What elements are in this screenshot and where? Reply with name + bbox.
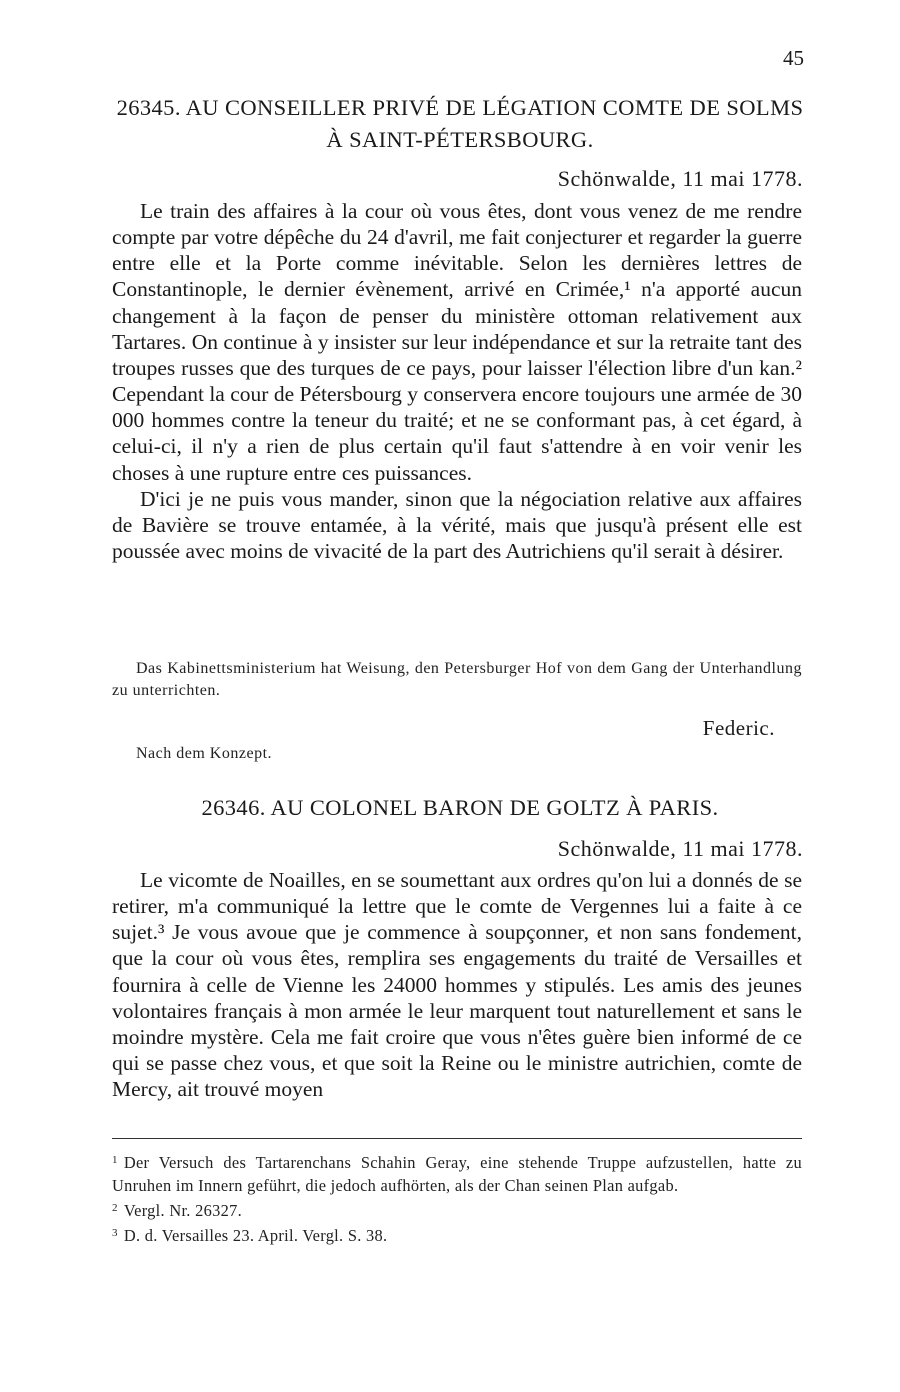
signature: Federic.	[702, 716, 775, 740]
editorial-note	[112, 658, 802, 702]
page-number: 45	[783, 46, 804, 70]
footnote-text: Der Versuch des Tartarenchans Schahin Geray, eine stehende Truppe aufzustellen, hatte zu Unruhen im Innern geführt, die jedoch aufhörten, als der Chan seinen Plan aufgab.	[112, 1153, 802, 1195]
source-note: Nach dem Konzept.	[136, 745, 273, 762]
letter2-body	[112, 867, 802, 1102]
letter1-dateline: Schönwalde, 11 mai 1778.	[557, 166, 803, 191]
letter1-paragraph-1: Le train des affaires à la cour où vous êtes, dont vous venez de me rendre compte par votre dépêche du 24 d'avril, me fait conjecturer et regarder la guerre entre elle et la Porte comme inévitable. Selon les dernières lettres de Constantinople, le dernier évènement, arrivé en Crimée,¹ n'a apporté aucun changement à la façon de penser du ministère ottoman relativement aux Tartares. On continue à y insister sur leur indépendance et sur la retraite tant des troupes russes que des turques de ce pays, pour laisser l'élection libre d'un kan.² Cependant la cour de Pétersbourg y conservera encore toujours une armée de 30 000 hommes contre la teneur du traité; et ne se conformant pas, à cet égard, à celui-ci, il n'y a rien de plus certain qu'il faut s'attendre à en voir venir les choses à une rupture entre ces puissances.	[112, 199, 802, 485]
footnote-text: Vergl. Nr. 26327.	[123, 1201, 242, 1220]
footnote-2	[112, 1197, 802, 1222]
footnote-rule	[112, 1138, 802, 1139]
letter1-title: 26345. AU CONSEILLER PRIVÉ DE LÉGATION COMTE DE SOLMS À SAINT-PÉTERSBOURG.	[116, 95, 804, 152]
letter1-body	[112, 198, 802, 564]
footnote-mark: 3	[112, 1227, 118, 1239]
footnotes	[112, 1149, 802, 1247]
footnote-mark: 1	[112, 1154, 118, 1166]
footnote-text: D. d. Versailles 23. April. Vergl. S. 38.	[123, 1226, 388, 1245]
letter2-title: 26346. AU COLONEL BARON DE GOLTZ À PARIS.	[201, 795, 719, 820]
footnote-mark: 2	[112, 1202, 118, 1214]
letter2-dateline: Schönwalde, 11 mai 1778.	[557, 836, 803, 861]
letter2-paragraph-1: Le vicomte de Noailles, en se soumettant aux ordres qu'on lui a donnés de se retirer, m'a communiqué la lettre que le comte de Vergennes lui a faite à ce sujet.³ Je vous avoue que je commence à soupçonner, et non sans fondement, que la cour où vous êtes, remplira ses engagements du traité de Versailles et fournira à celle de Vienne les 24000 hommes y stipulés. Les amis des jeunes volontaires français à mon armée le leur marquent tout naturellement et sans le moindre mystère. Cela me fait croire que vous n'êtes guère bien informé de ce qui se passe chez vous, et que soit la Reine ou le ministre autrichien, comte de Mercy, ait trouvé moyen	[112, 868, 802, 1102]
footnote-3	[112, 1222, 802, 1247]
editorial-note-text: Das Kabinettsministerium hat Weisung, den Petersburger Hof von dem Gang der Unterhandlung zu unterrichten.	[112, 660, 802, 699]
letter1-paragraph-2: D'ici je ne puis vous mander, sinon que la négociation relative aux affaires de Bavière se trouve entamée, à la vérité, mais que jusqu'à présent elle est poussée avec moins de vivacité de la part des Autrichiens qu'il serait à désirer.	[112, 486, 802, 564]
footnote-1	[112, 1149, 802, 1197]
